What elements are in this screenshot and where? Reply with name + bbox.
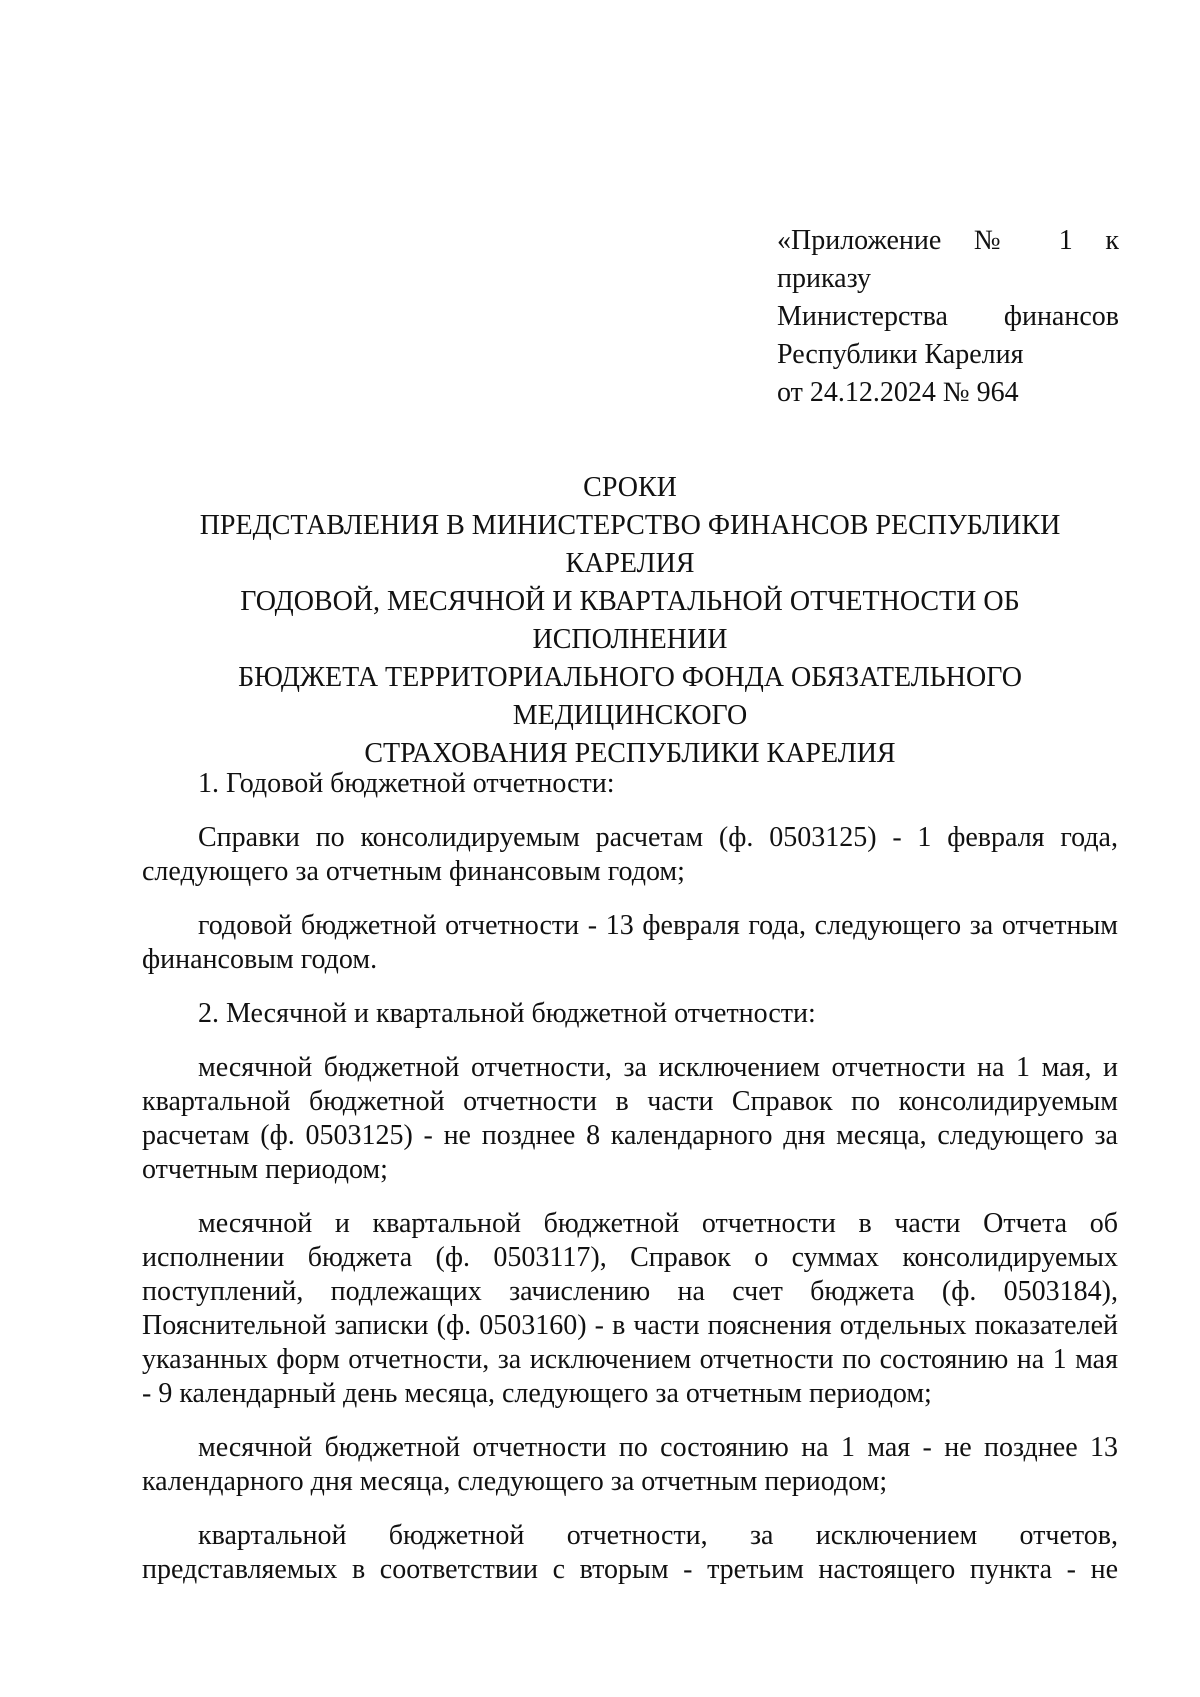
title-line-3: КАРЕЛИЯ — [565, 548, 695, 579]
title-line-2: ПРЕДСТАВЛЕНИЯ В МИНИСТЕРСТВО ФИНАНСОВ РЕСПУБЛИКИ — [199, 510, 1061, 541]
document-title — [140, 469, 1120, 773]
document-body — [142, 767, 1118, 1607]
title-line-4: ГОДОВОЙ, МЕСЯЧНОЙ И КВАРТАЛЬНОЙ ОТЧЕТНОСТИ ОБ — [240, 586, 1020, 617]
title-line-5: ИСПОЛНЕНИИ — [532, 624, 728, 655]
section-1-paragraph-1: Справки по консолидируемым расчетам (ф. 0503125) - 1 февраля года, следующего за отчетным финансовым годом; — [142, 822, 1118, 887]
section-2-paragraph-4: квартальной бюджетной отчетности, за исключением отчетов, представляемых в соответствии с вторым - третьим настоящего пункта - не — [142, 1520, 1118, 1585]
appendix-line-4: Республики Карелия — [777, 339, 1024, 370]
appendix-line-3: Министерства финансов — [777, 301, 1119, 332]
section-2-heading: 2. Месячной и квартальной бюджетной отчетности: — [198, 998, 816, 1029]
title-line-1: СРОКИ — [583, 472, 677, 503]
title-line-7: МЕДИЦИНСКОГО — [512, 700, 748, 731]
section-1-paragraph-2: годовой бюджетной отчетности - 13 февраля года, следующего за отчетным финансовым годом. — [142, 910, 1118, 975]
appendix-line-2: приказу — [777, 263, 872, 294]
title-line-6: БЮДЖЕТА ТЕРРИТОРИАЛЬНОГО ФОНДА ОБЯЗАТЕЛЬНОГО — [238, 662, 1022, 693]
appendix-line-5: от 24.12.2024 № 964 — [777, 377, 1019, 408]
section-2-paragraph-3: месячной бюджетной отчетности по состоянию на 1 мая - не позднее 13 календарного дня месяца, следующего за отчетным периодом; — [142, 1432, 1118, 1497]
section-2-paragraph-1: месячной бюджетной отчетности, за исключением отчетности на 1 мая, и квартальной бюджетной отчетности в части Справок по консолидируемым расчетам (ф. 0503125) - не позднее 8 календарного дня месяца, следующего за отчетным периодом; — [142, 1052, 1118, 1185]
title-line-8: СТРАХОВАНИЯ РЕСПУБЛИКИ КАРЕЛИЯ — [364, 738, 896, 769]
section-1-heading: 1. Годовой бюджетной отчетности: — [198, 768, 615, 799]
section-2-paragraph-2: месячной и квартальной бюджетной отчетности в части Отчета об исполнении бюджета (ф. 0503117), Справок о суммах консолидируемых поступлений, подлежащих зачислению на счет бюджета (ф. 0503184), Пояснительной записки (ф. 0503160) - в части пояснения отдельных показателей указанных форм отчетности, за исключением отчетности по состоянию на 1 мая - 9 календарный день месяца, следующего за отчетным периодом; — [142, 1208, 1118, 1409]
appendix-line-1: «Приложение № 1 к — [777, 225, 1119, 256]
appendix-reference — [777, 222, 1119, 412]
